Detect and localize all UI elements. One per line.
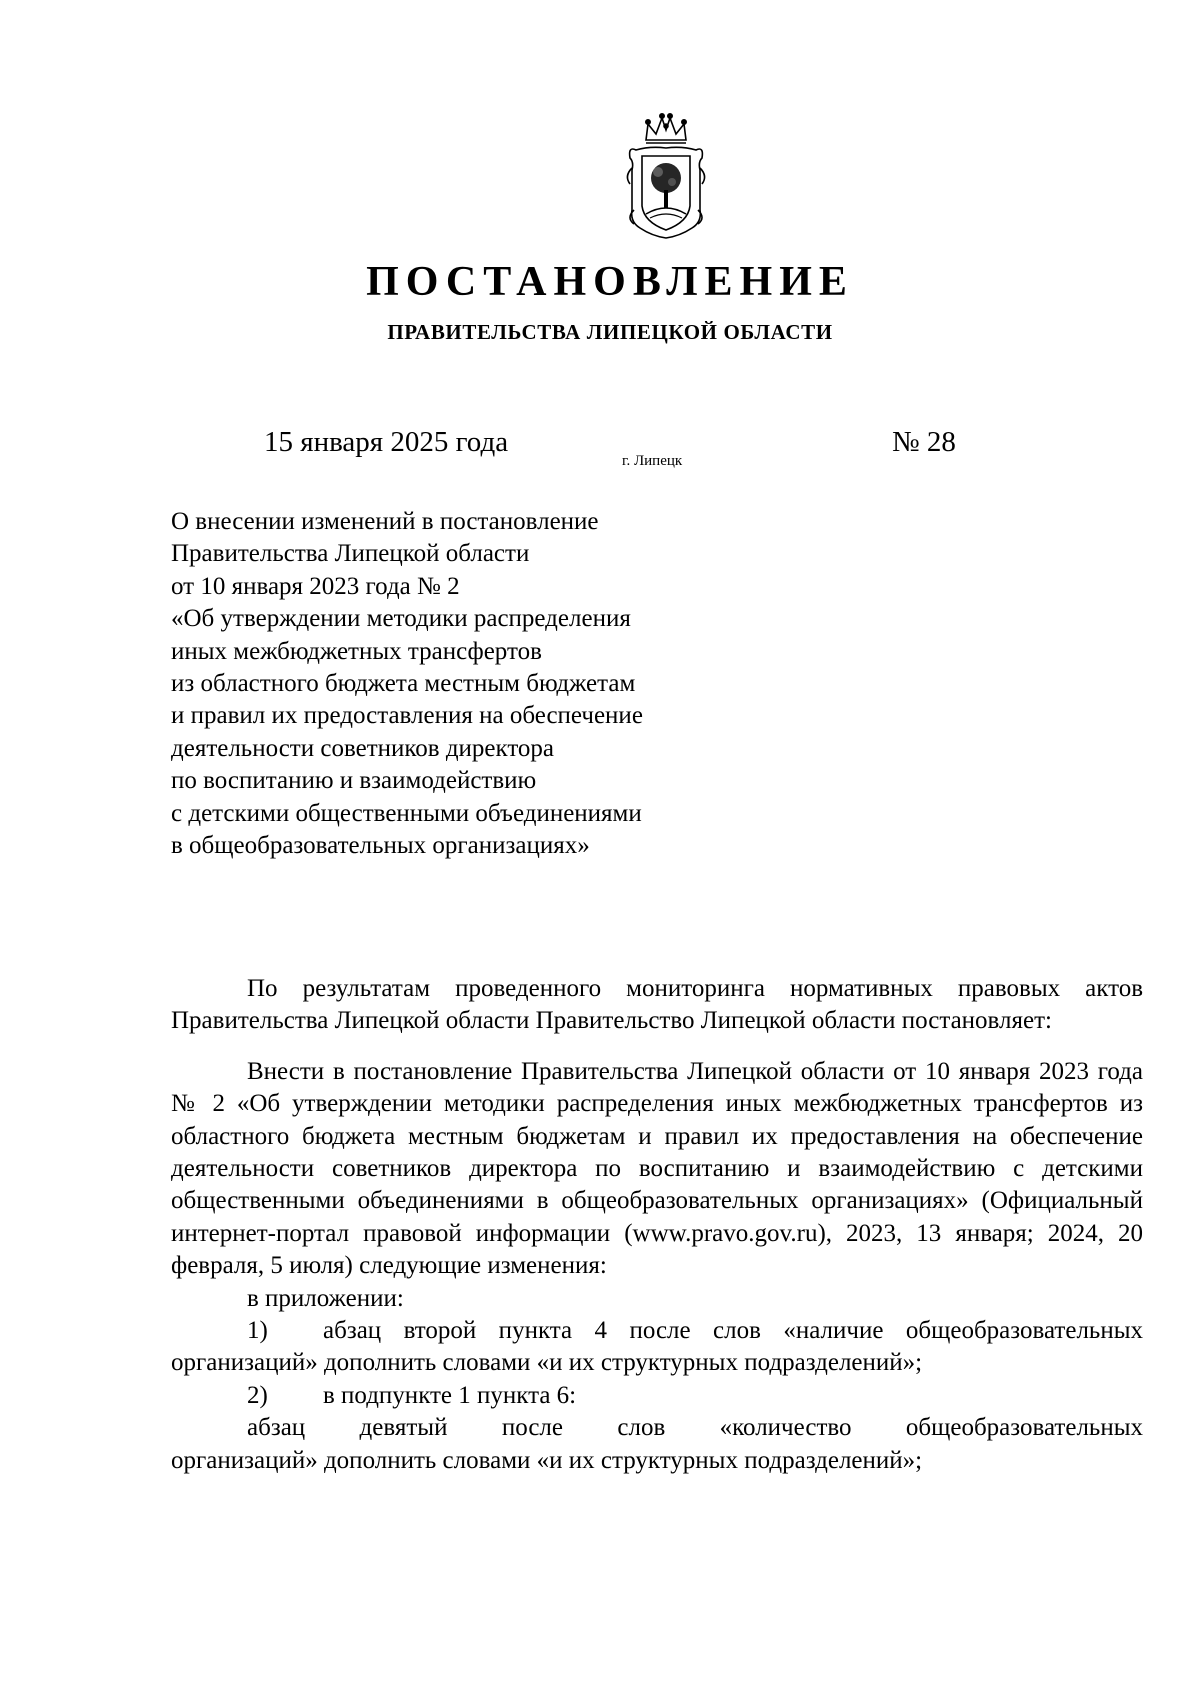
list-item-text: в подпункте 1 пункта 6: xyxy=(323,1381,577,1409)
subject-line: по воспитанию и взаимодействию xyxy=(171,767,537,795)
document-title: ПОСТАНОВЛЕНИЕ xyxy=(366,259,854,305)
list-item-number: 1) xyxy=(247,1317,268,1345)
subject-line: в общеобразовательных организациях» xyxy=(171,832,590,860)
document-subtitle: ПРАВИТЕЛЬСТВА ЛИПЕЦКОЙ ОБЛАСТИ xyxy=(387,320,833,344)
list-item-2 xyxy=(171,1380,1143,1412)
subject-line: от 10 января 2023 года № 2 xyxy=(171,572,460,600)
paragraph-continuation: организаций» дополнить словами «и их структурных подразделений»; xyxy=(171,1446,923,1474)
document-city: г. Липецк xyxy=(622,453,683,469)
list-item-text: абзац второй пункта 4 после слов «наличие общеобразовательных xyxy=(323,1317,1143,1345)
preamble-paragraph: По результатам проведенного мониторинга нормативных правовых актов Правительства Липецкой области Правительство Липецкой области постановляет: xyxy=(171,975,1143,1035)
appendix-paragraph: в приложении: xyxy=(247,1284,404,1312)
subject-line: Правительства Липецкой области xyxy=(171,540,530,568)
subject-line: О внесении изменений в постановление xyxy=(171,508,599,535)
subject-line: деятельности советников директора xyxy=(171,734,555,762)
document-number: № 28 xyxy=(892,426,956,458)
subject-line: с детскими общественными объединениями xyxy=(171,799,642,827)
document-subject xyxy=(171,506,731,862)
subject-line: и правил их предоставления на обеспечение xyxy=(171,702,643,730)
paragraph-first-line: абзац девятый после слов «количество общеобразовательных xyxy=(247,1414,1143,1442)
subject-line: из областного бюджета местным бюджетам xyxy=(171,670,636,698)
lipetsk-coat-of-arms-icon xyxy=(622,110,710,242)
subject-line: «Об утверждении методики распределения xyxy=(171,605,631,633)
document-date: 15 января 2025 года xyxy=(264,426,509,458)
list-item-1 xyxy=(171,1315,1143,1347)
main-paragraph: Внести в постановление Правительства Липецкой области от 10 января 2023 года № 2 «Об утверждении методики распределения иных межбюджетных трансфертов из областного бюджета местным бюджетам и правил их предоставления на обеспечение деятельности советников директора по воспитанию и взаимодействию с детскими общественными объединениями в общеобразовательных организациях» (Официальный интернет-портал правовой информации (www.pravo.gov.ru), 2023, 13 января; 2024, 20 февраля, 5 июля) следующие изменения: xyxy=(171,1057,1143,1280)
list-item-continuation: организаций» дополнить словами «и их структурных подразделений»; xyxy=(171,1349,923,1377)
subject-line: иных межбюджетных трансфертов xyxy=(171,637,542,665)
document-body xyxy=(171,973,1143,1477)
list-item-number: 2) xyxy=(247,1381,268,1409)
